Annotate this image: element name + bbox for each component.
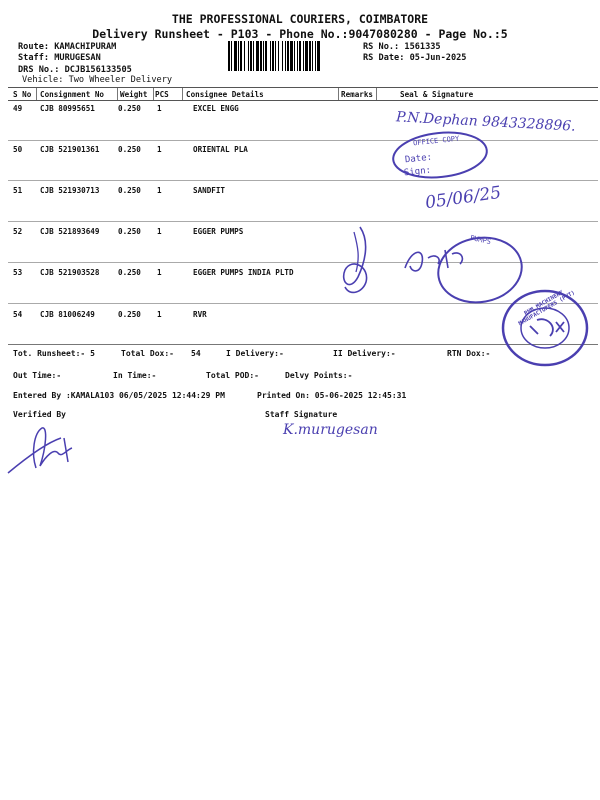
row-consignment: CJB 521903528	[40, 268, 100, 277]
total-pod: Total POD:-	[206, 371, 259, 380]
row-pcs: 1	[157, 145, 162, 154]
row-consignee: RVR	[193, 310, 207, 319]
row-sno: 50	[13, 145, 23, 154]
company-title: THE PROFESSIONAL COURIERS, COIMBATORE	[171, 12, 429, 26]
col-divider	[376, 88, 377, 100]
row-weight: 0.250	[118, 186, 141, 195]
col-divider	[338, 88, 339, 100]
row-divider	[8, 140, 598, 141]
rtn-dox: RTN Dox:-	[447, 349, 491, 358]
row-consignee: EGGER PUMPS INDIA PLTD	[193, 268, 294, 277]
row-consignee: EGGER PUMPS	[193, 227, 244, 236]
out-time: Out Time:-	[13, 371, 62, 380]
row-consignment: CJB 521893649	[40, 227, 100, 236]
row-pcs: 1	[157, 227, 162, 236]
row-sno: 54	[13, 310, 23, 319]
drs-no: DRS No.: DCJB156133505	[18, 65, 132, 75]
row-sno: 53	[13, 268, 23, 277]
col-header-remarks: Remarks	[341, 90, 374, 99]
row-consignee: ORIENTAL PLA	[193, 145, 248, 154]
col-header-weight: Weight	[120, 90, 148, 99]
vehicle: Vehicle: Two Wheeler Delivery	[22, 75, 173, 85]
row-pcs: 1	[157, 104, 162, 113]
row-sno: 51	[13, 186, 23, 195]
col-divider	[153, 88, 154, 100]
row-weight: 0.250	[118, 268, 141, 277]
row-pcs: 1	[157, 186, 162, 195]
row-divider	[8, 180, 598, 181]
delvy-points: Delvy Points:-	[285, 371, 353, 380]
row-weight: 0.250	[118, 104, 141, 113]
col-header-consignee: Consignee Details	[186, 90, 264, 99]
row-pcs: 1	[157, 310, 162, 319]
in-time: In Time:-	[113, 371, 157, 380]
row-consignee: SANDFIT	[193, 186, 226, 195]
i-delivery: I Delivery:-	[226, 349, 284, 358]
signature-scribble-icon	[330, 222, 390, 302]
row-weight: 0.250	[118, 310, 141, 319]
table-header-border	[8, 100, 598, 101]
row-sno: 49	[13, 104, 23, 113]
runsheet-subtitle: Delivery Runsheet - P103 - Phone No.:9047080280 - Page No.:5	[92, 27, 508, 41]
row-consignment: CJB 521930713	[40, 186, 100, 195]
rs-date: RS Date: 05-Jun-2025	[363, 53, 467, 63]
total-dox-label: Total Dox:-	[121, 349, 174, 358]
ii-delivery: II Delivery:-	[333, 349, 396, 358]
row-divider	[8, 221, 598, 222]
table-top-border	[8, 87, 598, 88]
row-weight: 0.250	[118, 227, 141, 236]
row-consignment: CJB 81006249	[40, 310, 95, 319]
barcode-icon	[228, 41, 358, 71]
col-header-consignment: Consignment No	[40, 90, 105, 99]
row-consignment: CJB 80995651	[40, 104, 95, 113]
stamp-line: Sign:	[403, 165, 432, 179]
col-header-pcs: PCS	[155, 90, 169, 99]
row49-handwritten-note: P.N.Dephan 9843328896.	[395, 109, 576, 135]
verified-signature-icon	[6, 418, 86, 478]
entered-by: Entered By :KAMALA103 06/05/2025 12:44:29 PM	[13, 391, 225, 400]
staff-handwritten-signature: K.murugesan	[283, 422, 378, 438]
total-dox-value: 54	[191, 349, 201, 358]
verified-by: Verified By	[13, 410, 66, 419]
col-divider	[182, 88, 183, 100]
col-divider	[117, 88, 118, 100]
stamp-text: RNM MACHINERY MANUFACTURERS (PVT)	[517, 289, 577, 328]
staff-signature-label: Staff Signature	[265, 410, 338, 419]
row-pcs: 1	[157, 268, 162, 277]
col-header-sno: S No	[13, 90, 32, 99]
col-divider	[36, 88, 37, 100]
stamp-line: OFFICE COPY	[412, 134, 460, 148]
printed-on: Printed On: 05-06-2025 12:45:31	[257, 391, 407, 400]
staff: Staff: MURUGESAN	[18, 53, 101, 63]
tot-runsheet: Tot. Runsheet:- 5	[13, 349, 95, 358]
col-header-seal: Seal & Signature	[400, 90, 474, 99]
row-consignment: CJB 521901361	[40, 145, 100, 154]
row-consignee: EXCEL ENGG	[193, 104, 239, 113]
route: Route: KAMACHIPURAM	[18, 42, 117, 52]
row-weight: 0.250	[118, 145, 141, 154]
row-sno: 52	[13, 227, 23, 236]
row51-handwritten-date: 05/06/25	[423, 182, 503, 214]
stamp-text: PUMPS	[469, 233, 492, 247]
rs-no: RS No.: 1561335	[363, 42, 441, 52]
stamp-line: Date:	[404, 152, 433, 166]
